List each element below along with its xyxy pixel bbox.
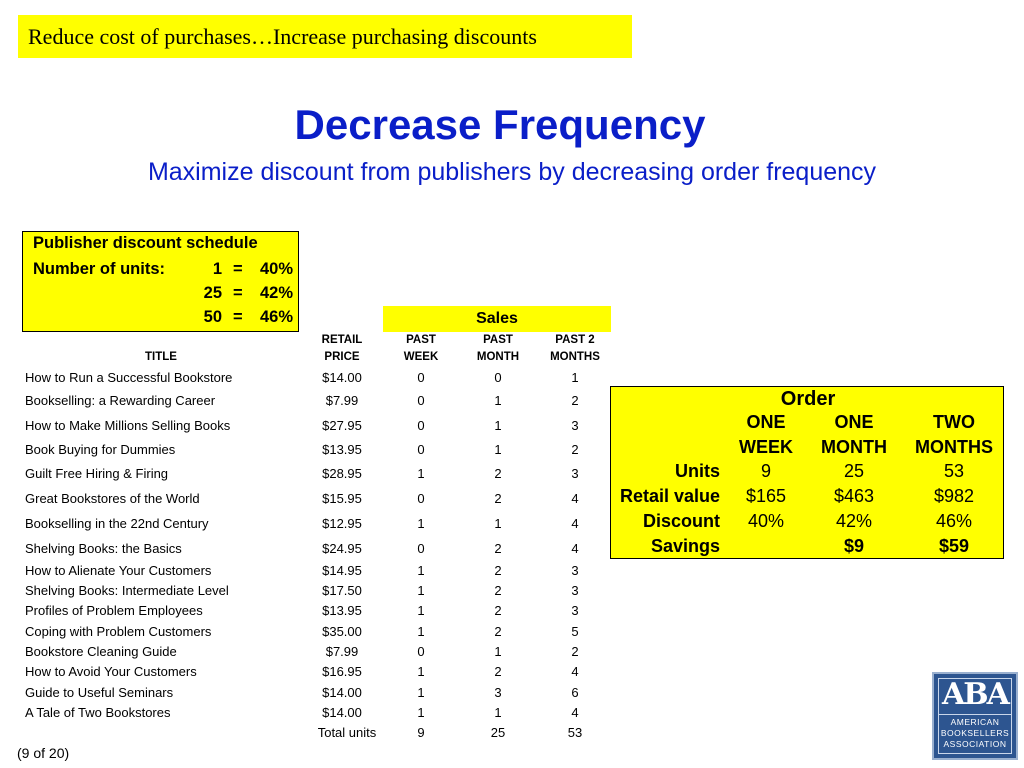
page-indicator: (9 of 20) — [17, 745, 70, 761]
past-two-months-sales: 1 — [571, 370, 579, 385]
column-header-price — [302, 332, 382, 366]
table-row — [0, 393, 620, 413]
book-title: Great Bookstores of the World — [25, 491, 200, 506]
schedule-tier — [23, 284, 300, 308]
past-month-sales: 1 — [494, 442, 502, 457]
order-col-line: MONTH — [821, 437, 887, 457]
book-title: A Tale of Two Bookstores — [25, 705, 171, 720]
past-month-sales: 2 — [494, 624, 502, 639]
tier-equals: = — [233, 284, 243, 302]
past-week-sales: 1 — [417, 516, 425, 531]
order-row-label: Discount — [642, 511, 720, 531]
book-title: How to Alienate Your Customers — [25, 563, 212, 578]
order-column-one-month — [809, 412, 899, 458]
totals-label: Total units — [317, 725, 377, 740]
book-price: $15.95 — [322, 491, 362, 506]
past-month-sales: 2 — [494, 491, 502, 506]
book-price: $7.99 — [325, 644, 359, 659]
past-week-sales: 0 — [417, 418, 425, 433]
totals-week: 9 — [417, 725, 425, 740]
book-title: Book Buying for Dummies — [25, 442, 176, 457]
table-row — [0, 603, 620, 623]
header-line: PAST — [406, 334, 436, 346]
column-header-title: TITLE — [145, 351, 177, 363]
book-title: Guide to Useful Seminars — [25, 685, 174, 700]
past-week-sales: 1 — [417, 705, 425, 720]
past-two-months-sales: 5 — [571, 624, 579, 639]
logo-line: BOOKSELLERS — [940, 728, 1010, 738]
order-value: 46% — [935, 511, 973, 531]
tier-equals: = — [233, 308, 243, 326]
book-price: $14.00 — [322, 370, 362, 385]
slide-subtitle: Maximize discount from publishers by decreasing order frequency — [147, 158, 877, 186]
logo-mark: ABA — [942, 677, 1008, 712]
table-row — [0, 541, 620, 561]
book-title: Shelving Books: the Basics — [25, 541, 182, 556]
past-two-months-sales: 2 — [571, 393, 579, 408]
header-line: WEEK — [403, 351, 439, 363]
past-two-months-sales: 4 — [571, 516, 579, 531]
past-two-months-sales: 4 — [571, 541, 579, 556]
schedule-units-label: Number of units: — [33, 260, 165, 278]
book-title: Bookselling: a Rewarding Career — [25, 393, 216, 408]
order-value: $982 — [933, 486, 975, 506]
past-two-months-sales: 3 — [571, 603, 579, 618]
aba-logo — [932, 672, 1018, 760]
tier-percent: 42% — [259, 284, 293, 302]
order-row-label: Savings — [650, 536, 720, 556]
book-price: $14.95 — [322, 563, 362, 578]
tier-equals: = — [233, 260, 243, 278]
past-week-sales: 1 — [417, 603, 425, 618]
order-row-label: Units — [675, 461, 720, 481]
schedule-tier — [23, 260, 300, 284]
book-price: $14.00 — [322, 705, 362, 720]
table-row — [0, 466, 620, 486]
book-price: $35.00 — [322, 624, 362, 639]
table-row — [0, 644, 620, 664]
past-month-sales: 0 — [494, 370, 502, 385]
table-row — [0, 685, 620, 705]
header-line: MONTH — [476, 351, 520, 363]
order-value: $59 — [938, 536, 970, 556]
past-month-sales: 1 — [494, 393, 502, 408]
past-week-sales: 1 — [417, 664, 425, 679]
table-row — [0, 624, 620, 644]
header-line: PRICE — [324, 351, 360, 363]
book-price: $7.99 — [325, 393, 359, 408]
past-week-sales: 1 — [417, 466, 425, 481]
book-title: Guilt Free Hiring & Firing — [25, 466, 169, 481]
book-title: Profiles of Problem Employees — [25, 603, 203, 618]
past-month-sales: 2 — [494, 664, 502, 679]
book-price: $13.95 — [322, 603, 362, 618]
order-column-two-months — [909, 412, 999, 458]
schedule-heading: Publisher discount schedule — [33, 234, 258, 252]
past-month-sales: 3 — [494, 685, 502, 700]
past-week-sales: 1 — [417, 583, 425, 598]
logo-line: ASSOCIATION — [943, 739, 1007, 749]
table-row — [0, 705, 620, 725]
book-price: $27.95 — [322, 418, 362, 433]
past-month-sales: 1 — [494, 418, 502, 433]
order-value: $9 — [843, 536, 865, 556]
past-two-months-sales: 3 — [571, 563, 579, 578]
totals-row — [0, 725, 620, 745]
order-col-line: ONE — [834, 412, 874, 432]
table-row — [0, 442, 620, 462]
past-month-sales: 2 — [494, 603, 502, 618]
discount-schedule-box — [22, 231, 299, 332]
order-value: 53 — [943, 461, 965, 481]
totals-month: 25 — [490, 725, 506, 740]
header-line: RETAIL — [321, 334, 363, 346]
book-title: How to Avoid Your Customers — [25, 664, 197, 679]
book-price: $28.95 — [322, 466, 362, 481]
order-value: $463 — [833, 486, 875, 506]
tier-percent: 46% — [259, 308, 293, 326]
past-month-sales: 1 — [494, 516, 502, 531]
table-row — [0, 583, 620, 603]
past-two-months-sales: 4 — [571, 491, 579, 506]
header-line: PAST 2 — [555, 334, 595, 346]
past-week-sales: 0 — [417, 393, 425, 408]
order-col-line: TWO — [933, 412, 975, 432]
slide-title: Decrease Frequency — [294, 101, 706, 148]
past-month-sales: 1 — [494, 705, 502, 720]
past-week-sales: 0 — [417, 644, 425, 659]
schedule-tier — [23, 308, 300, 332]
column-header-past-week — [391, 332, 451, 366]
order-title: Order — [780, 388, 836, 410]
past-week-sales: 0 — [417, 442, 425, 457]
column-header-past-two-months — [540, 332, 610, 366]
tier-percent: 40% — [259, 260, 293, 278]
past-two-months-sales: 2 — [571, 644, 579, 659]
logo-line: AMERICAN — [950, 717, 1000, 727]
past-week-sales: 1 — [417, 685, 425, 700]
book-title: Coping with Problem Customers — [25, 624, 212, 639]
book-price: $12.95 — [322, 516, 362, 531]
order-summary-box — [610, 386, 1004, 559]
table-row — [0, 491, 620, 511]
book-title: How to Make Millions Selling Books — [25, 418, 231, 433]
past-two-months-sales: 3 — [571, 583, 579, 598]
table-row — [0, 516, 620, 536]
order-value: $165 — [745, 486, 787, 506]
logo-words — [934, 717, 1016, 750]
table-row — [0, 664, 620, 684]
book-price: $14.00 — [322, 685, 362, 700]
past-two-months-sales: 2 — [571, 442, 579, 457]
order-col-line: MONTHS — [915, 437, 993, 457]
table-row — [0, 418, 620, 438]
book-price: $13.95 — [322, 442, 362, 457]
past-month-sales: 2 — [494, 563, 502, 578]
tier-units: 25 — [203, 284, 222, 302]
past-month-sales: 1 — [494, 644, 502, 659]
table-row — [0, 563, 620, 583]
order-column-one-week — [721, 412, 811, 458]
sales-header: Sales — [383, 306, 611, 332]
book-title: Bookstore Cleaning Guide — [25, 644, 177, 659]
tier-units: 50 — [203, 308, 222, 326]
order-col-line: ONE — [746, 412, 786, 432]
order-value: 25 — [843, 461, 865, 481]
past-week-sales: 0 — [417, 541, 425, 556]
past-month-sales: 2 — [494, 466, 502, 481]
book-title: Bookselling in the 22nd Century — [25, 516, 209, 531]
past-two-months-sales: 3 — [571, 418, 579, 433]
order-value: 40% — [747, 511, 785, 531]
past-two-months-sales: 4 — [571, 705, 579, 720]
book-price: $17.50 — [322, 583, 362, 598]
book-title: How to Run a Successful Bookstore — [25, 370, 233, 385]
past-week-sales: 1 — [417, 624, 425, 639]
past-two-months-sales: 3 — [571, 466, 579, 481]
book-price: $24.95 — [322, 541, 362, 556]
book-price: $16.95 — [322, 664, 362, 679]
order-col-line: WEEK — [739, 437, 793, 457]
table-row — [0, 370, 620, 390]
header-line: MONTHS — [550, 351, 600, 363]
header-line: PAST — [483, 334, 513, 346]
book-title: Shelving Books: Intermediate Level — [25, 583, 229, 598]
tier-units: 1 — [212, 260, 222, 278]
past-week-sales: 1 — [417, 563, 425, 578]
past-month-sales: 2 — [494, 541, 502, 556]
order-value: 42% — [835, 511, 873, 531]
past-week-sales: 0 — [417, 491, 425, 506]
order-value: 9 — [760, 461, 771, 481]
past-two-months-sales: 6 — [571, 685, 579, 700]
order-row-label: Retail value — [619, 486, 720, 506]
logo-divider — [938, 714, 1012, 715]
totals-two-months: 53 — [567, 725, 583, 740]
column-header-past-month — [463, 332, 533, 366]
past-month-sales: 2 — [494, 583, 502, 598]
past-two-months-sales: 4 — [571, 664, 579, 679]
slide-banner: Reduce cost of purchases…Increase purchasing discounts — [18, 15, 632, 58]
past-week-sales: 0 — [417, 370, 425, 385]
